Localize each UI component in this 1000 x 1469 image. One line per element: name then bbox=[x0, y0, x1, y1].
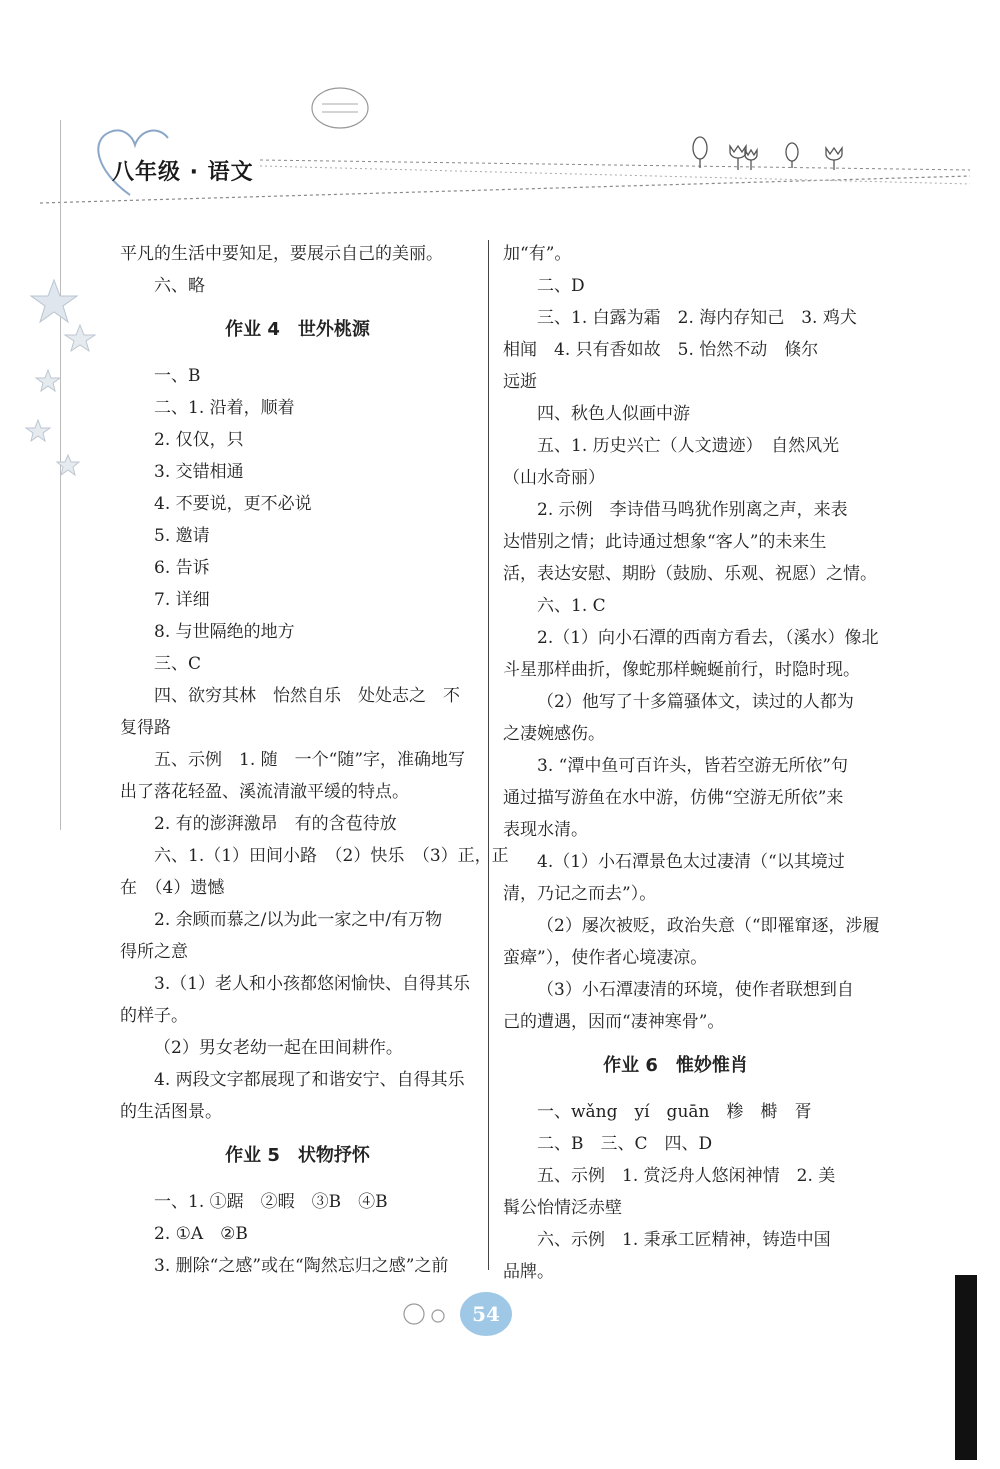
circle-icon bbox=[404, 1304, 424, 1324]
page-number: 54 bbox=[460, 1292, 512, 1336]
answer-line: 远逝 bbox=[503, 372, 537, 392]
answer-line: 2. 示例 李诗借马鸣犹作别离之声，来表 bbox=[537, 500, 848, 520]
column-divider bbox=[488, 240, 489, 1270]
star-icon bbox=[65, 325, 95, 351]
answer-line: （2）他写了十多篇骚体文，读过的人都为 bbox=[537, 692, 854, 712]
answer-line: 相闻 4. 只有香如故 5. 怡然不动 倏尔 bbox=[503, 340, 819, 360]
answer-line: 7. 详细 bbox=[154, 590, 210, 610]
answer-line: 斗星那样曲折，像蛇那样蜿蜒前行，时隐时现。 bbox=[503, 660, 860, 680]
answer-line: （2）男女老幼一起在田间耕作。 bbox=[154, 1038, 403, 1058]
answer-line: （山水奇丽） bbox=[503, 468, 605, 488]
answer-line: （3）小石潭凄清的环境，使作者联想到自 bbox=[537, 980, 854, 1000]
answer-line: 4.（1）小石潭景色太过凄清（“以其境过 bbox=[537, 852, 845, 872]
answer-line: 的样子。 bbox=[120, 1006, 188, 1026]
star-icon bbox=[31, 280, 77, 322]
answer-line: 2. 仅仅，只 bbox=[154, 430, 244, 450]
answer-line: 在 （4）遗憾 bbox=[120, 878, 225, 898]
star-icon bbox=[36, 370, 60, 391]
answer-line: 表现水清。 bbox=[503, 820, 588, 840]
answer-line: 的生活图景。 bbox=[120, 1102, 222, 1122]
answer-line: 五、1. 历史兴亡（人文遗迹） 自然风光 bbox=[537, 436, 840, 456]
answer-line: 六、示例 1. 秉承工匠精神，铸造中国 bbox=[537, 1230, 831, 1250]
answer-line: 6. 告诉 bbox=[154, 558, 210, 578]
section-heading: 作业 4 世外桃源 bbox=[225, 319, 370, 340]
answer-line: 复得路 bbox=[120, 718, 171, 738]
answer-line: 2. 有的澎湃激昂 有的含苞待放 bbox=[154, 814, 397, 834]
footer-circles bbox=[400, 1300, 460, 1330]
star-icon bbox=[57, 455, 79, 475]
circle-icon bbox=[432, 1310, 444, 1322]
grade-subject-title: 八年级 · 语文 bbox=[112, 160, 254, 185]
answer-line: 3. “潭中鱼可百许头，皆若空游无所依”句 bbox=[537, 756, 849, 776]
answer-line: 平凡的生活中要知足，要展示自己的美丽。 bbox=[120, 244, 443, 264]
badge-icon bbox=[312, 88, 368, 128]
answer-line: 2. ①A ②B bbox=[154, 1224, 248, 1244]
answer-line: 3. 删除“之感”或在“陶然忘归之感”之前 bbox=[154, 1256, 449, 1276]
left-column bbox=[120, 238, 509, 1282]
answer-line: 二、1. 沿着，顺着 bbox=[154, 398, 295, 418]
answer-line: 五、示例 1. 随 一个“随”字，准确地写 bbox=[154, 750, 466, 770]
section-heading: 作业 6 惟妙惟肖 bbox=[603, 1055, 748, 1076]
answer-line: 2.（1）向小石潭的西南方看去，（溪水）像北 bbox=[537, 628, 879, 648]
right-column bbox=[503, 238, 880, 1288]
answer-line: 五、示例 1. 赏泛舟人悠闲神情 2. 美 bbox=[537, 1166, 836, 1186]
answer-line: 通过描写游鱼在水中游，仿佛“空游无所依”来 bbox=[503, 788, 844, 808]
answer-line: 之凄婉感伤。 bbox=[503, 724, 605, 744]
answer-line: 髯公怡情泛赤壁 bbox=[503, 1198, 622, 1218]
answer-line: 加“有”。 bbox=[503, 244, 572, 264]
answer-line: 活，表达安慰、期盼（鼓励、乐观、祝愿）之情。 bbox=[503, 564, 877, 584]
answer-line: 四、欲穷其林 怡然自乐 处处志之 不 bbox=[154, 686, 460, 706]
answer-line: 达惜别之情；此诗通过想象“客人”的未来生 bbox=[503, 532, 827, 552]
answer-line: 一、1. ①踞 ②暇 ③B ④B bbox=[154, 1192, 388, 1212]
answer-line: 8. 与世隔绝的地方 bbox=[154, 622, 295, 642]
answer-line: 蛮瘴”），使作者心境凄凉。 bbox=[503, 948, 708, 968]
page-edge-shadow bbox=[955, 1275, 977, 1460]
header-decoration bbox=[0, 0, 1000, 230]
answer-line: （2）屡次被贬，政治失意（“即罹窜逐，涉履 bbox=[537, 916, 880, 936]
answer-line: 六、1. C bbox=[537, 596, 606, 616]
answer-line: 一、B bbox=[154, 366, 201, 386]
star-decorations bbox=[20, 270, 110, 490]
section-heading: 作业 5 状物抒怀 bbox=[225, 1145, 370, 1166]
answer-line: 4. 两段文字都展现了和谐安宁、自得其乐 bbox=[154, 1070, 465, 1090]
star-icon bbox=[26, 420, 50, 441]
answer-line: 3.（1）老人和小孩都悠闲愉快、自得其乐 bbox=[154, 974, 471, 994]
answer-line: 一、wǎng yí guān 糁 榯 胥 bbox=[537, 1102, 812, 1122]
answer-line: 三、1. 白露为霜 2. 海内存知己 3. 鸡犬 bbox=[537, 308, 857, 328]
answer-line: 六、略 bbox=[154, 276, 205, 296]
answer-line: 5. 邀请 bbox=[154, 526, 210, 546]
answer-line: 出了落花轻盈、溪流清澈平缓的特点。 bbox=[120, 782, 409, 802]
answer-line: 得所之意 bbox=[120, 942, 188, 962]
answer-line: 二、B 三、C 四、D bbox=[537, 1134, 713, 1154]
answer-line: 三、C bbox=[154, 654, 202, 674]
answer-line: 3. 交错相通 bbox=[154, 462, 244, 482]
answer-line: 清，乃记之而去”）。 bbox=[503, 884, 657, 904]
answer-line: 六、1.（1）田间小路 （2）快乐 （3）正，正 bbox=[154, 846, 509, 866]
answer-line: 二、D bbox=[537, 276, 585, 296]
answer-line: 4. 不要说，更不必说 bbox=[154, 494, 312, 514]
answer-line: 己的遭遇，因而“凄神寒骨”。 bbox=[503, 1012, 725, 1032]
answer-line: 品牌。 bbox=[503, 1262, 554, 1282]
answer-line: 2. 余顾而慕之/以为此一家之中/有万物 bbox=[154, 910, 443, 930]
answer-line: 四、秋色人似画中游 bbox=[537, 404, 690, 424]
